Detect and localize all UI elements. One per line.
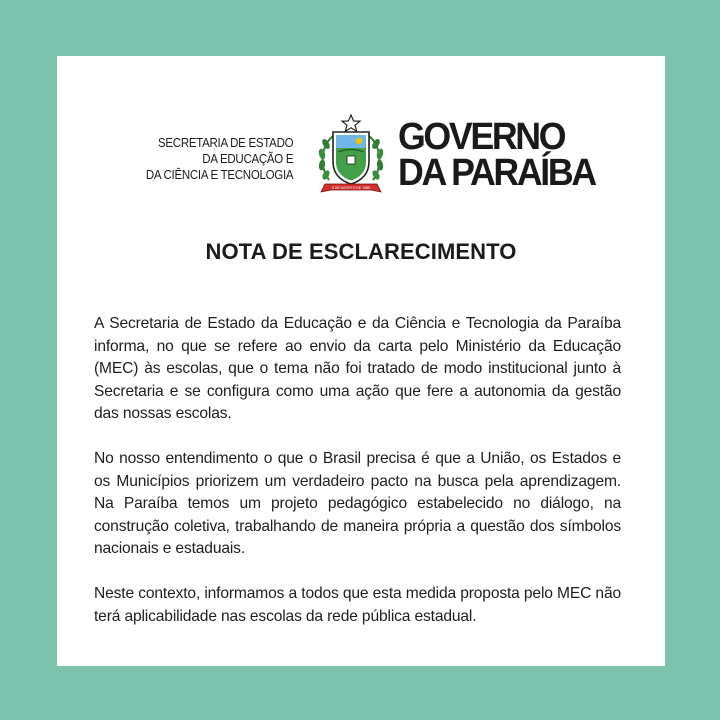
governo-line: GOVERNO: [398, 116, 565, 158]
crest-ribbon-text: 5 DE AGOSTO DE 1585: [331, 186, 371, 190]
governo-line: DA PARAÍBA: [398, 152, 595, 194]
notice-body: [94, 313, 621, 650]
paraiba-coat-of-arms-icon: [311, 114, 391, 198]
notice-title: NOTA DE ESCLARECIMENTO: [205, 239, 517, 264]
notice-paragraph: Neste contexto, informamos a todos que esta medida proposta pelo MEC não terá aplicabilidade nas escolas da rede pública estadual.: [94, 584, 621, 625]
secretaria-line: DA EDUCAÇÃO E: [202, 152, 293, 166]
notice-card: [57, 56, 665, 666]
notice-paragraph: A Secretaria de Estado da Educação e da Ciência e Tecnologia da Paraíba informa, no que se refere ao envio da carta pelo Ministério da Educação (MEC) às escolas, que o tema não foi tratado de modo institucional junto à Secretaria e se configura como uma ação que fere a autonomia da gestão das nossas escolas.: [94, 315, 621, 423]
secretaria-line: SECRETARIA DE ESTADO: [157, 136, 293, 150]
governo-logo-text: [398, 116, 595, 194]
secretaria-line: DA CIÊNCIA E TECNOLOGIA: [145, 168, 293, 182]
header: [57, 114, 665, 204]
notice-paragraph: No nosso entendimento o que o Brasil precisa é que a União, os Estados e os Municípios priorizem um verdadeiro pacto na busca pela aprendizagem. Na Paraíba temos um projeto pedagógico estabelecido no diálogo, na construção coletiva, trabalhando de maneira própria a questão dos símbolos nacionais e estaduais.: [94, 449, 621, 558]
secretaria-name: [146, 135, 293, 183]
